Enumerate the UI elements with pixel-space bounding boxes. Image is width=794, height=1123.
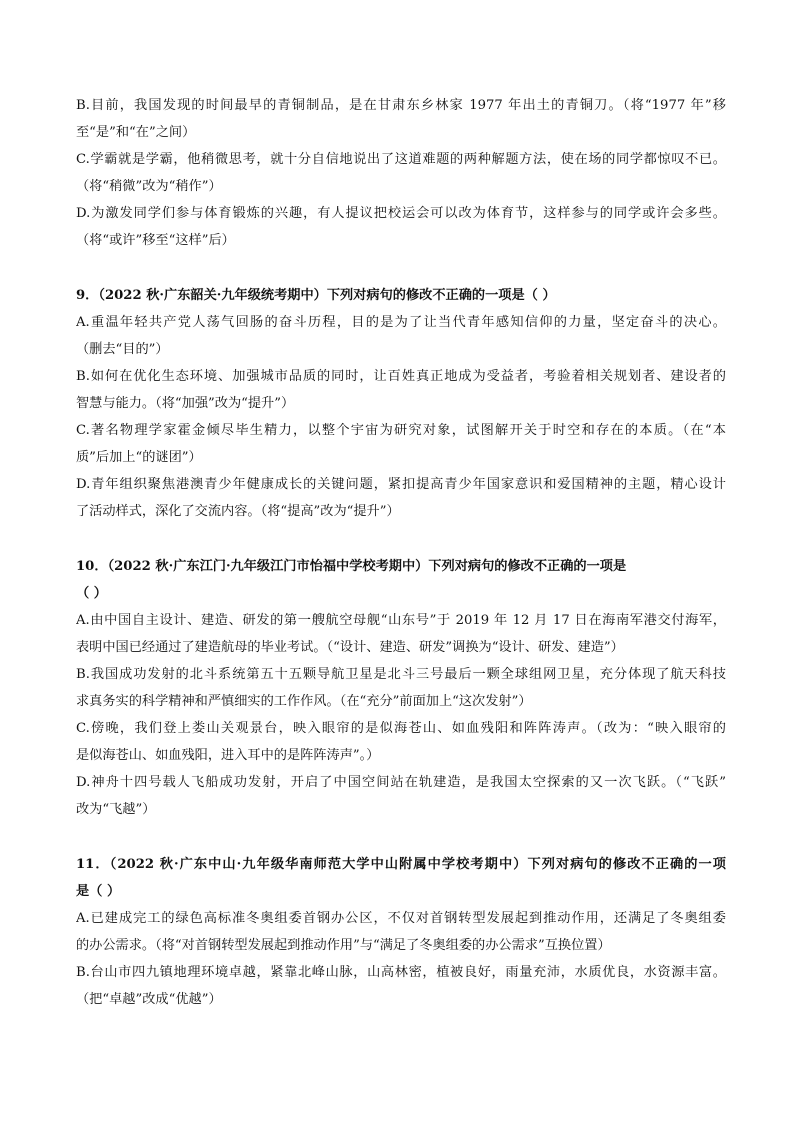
question-title: 9．（2022 秋·广东韶关·九年级统考期中）下列对病句的修改不正确的一项是（ ）	[76, 288, 556, 303]
option-line: 改为“飞越”）	[76, 802, 156, 817]
option-line: （把“卓越”改成“优越”）	[76, 992, 222, 1007]
question-title: 11．（2022 秋·广东中山·九年级华南师范大学中山附属中学校考期中）下列对病句的修改不正确的一项	[76, 857, 726, 872]
option-line: D.为激发同学们参与体育锻炼的兴趣，有人提议把校运会可以改为体育节，这样参与的同学或许会多些。	[76, 206, 726, 221]
option-d	[76, 471, 726, 525]
option-line: C.傍晚，我们登上娄山关观景台，映入眼帘的是似海苍山、如血残阳和阵阵涛声。（改为：“映入眼帘的	[76, 721, 726, 736]
option-d	[76, 200, 726, 254]
option-line: 至“是”和“在”之间）	[76, 125, 196, 140]
option-line: D.青年组织聚焦港澳青少年健康成长的关键问题，紧扣提高青少年国家意识和爱国精神的主题，精心设计	[76, 477, 726, 492]
option-line: 了活动样式，深化了交流内容。（将“提高”改为“提升”）	[76, 504, 400, 519]
option-d	[76, 769, 726, 823]
question-title: 10．（2022 秋·广东江门·九年级江门市怡福中学校考期中）下列对病句的修改不正确的一项是	[76, 559, 627, 574]
option-a	[76, 905, 726, 959]
option-line: （将“或许”移至“这样”后）	[76, 233, 235, 248]
option-line: C.著名物理学家霍金倾尽毕生精力，以整个宇宙为研究对象，试图解开关于时空和存在的本质。（在“本	[76, 423, 726, 438]
question-title-continued: （ ）	[76, 586, 107, 601]
prev-question-options	[76, 92, 726, 254]
option-line: B.台山市四九镇地理环境卓越，紧靠北峰山脉，山高林密，植被良好，雨量充沛，水质优良，水资源丰富。	[76, 965, 726, 980]
option-a	[76, 309, 726, 363]
option-line: A.由中国自主设计、建造、研发的第一艘航空母舰“山东号”于 2019 年 12 月 17 日在海南军港交付海军，	[76, 613, 726, 628]
option-line: 的办公需求。（将“对首钢转型发展起到推动作用”与“满足了冬奥组委的办公需求”互换位置）	[76, 938, 611, 953]
option-line: B.目前，我国发现的时间最早的青铜制品，是在甘肃东乡林家 1977 年出土的青铜刀。（将“1977 年”移	[76, 98, 726, 113]
option-line: 智慧与能力。（将“加强”改为“提升”）	[76, 396, 295, 411]
option-line: C.学霸就是学霸，他稍微思考，就十分自信地说出了这道难题的两种解题方法，使在场的同学都惊叹不已。	[76, 152, 726, 167]
option-line: B.我国成功发射的北斗系统第五十五颗导航卫星是北斗三号最后一颗全球组网卫星，充分体现了航天科技	[76, 667, 726, 682]
option-b	[76, 959, 726, 1013]
option-line: （将“稍微”改为“稍作”）	[76, 179, 222, 194]
option-c	[76, 146, 726, 200]
option-line: 质”后加上“的谜团”）	[76, 450, 202, 465]
option-line: B.如何在优化生态环境、加强城市品质的同时，让百姓真正地成为受益者，考验着相关规划者、建设者的	[76, 369, 726, 384]
option-c	[76, 417, 726, 471]
question-11	[76, 851, 726, 1013]
option-line: D.神舟十四号载人飞船成功发射，开启了中国空间站在轨建造，是我国太空探索的又一次飞跃。（“飞跃”	[76, 775, 726, 790]
option-c	[76, 715, 726, 769]
option-line: 表明中国已经通过了建造航母的毕业考试。（“设计、建造、研发”调换为“设计、研发、建造”）	[76, 640, 624, 655]
question-9	[76, 282, 726, 525]
option-b	[76, 363, 726, 417]
question-10	[76, 553, 726, 823]
option-b	[76, 92, 726, 146]
option-line: A.重温年轻共产党人荡气回肠的奋斗历程，目的是为了让当代青年感知信仰的力量，坚定奋斗的决心。	[76, 315, 726, 330]
option-line: （删去“目的”）	[76, 342, 169, 357]
page-content	[76, 92, 726, 1013]
option-line: 是似海苍山、如血残阳，进入耳中的是阵阵涛声”。）	[76, 748, 380, 763]
option-line: 求真务实的科学精神和严慎细实的工作作风。（在“充分”前面加上“这次发射”）	[76, 694, 532, 709]
question-title-continued: 是（ ）	[76, 884, 121, 899]
option-line: A.已建成完工的绿色高标准冬奥组委首钢办公区，不仅对首钢转型发展起到推动作用，还满足了冬奥组委	[76, 911, 726, 926]
option-b	[76, 661, 726, 715]
option-a	[76, 607, 726, 661]
